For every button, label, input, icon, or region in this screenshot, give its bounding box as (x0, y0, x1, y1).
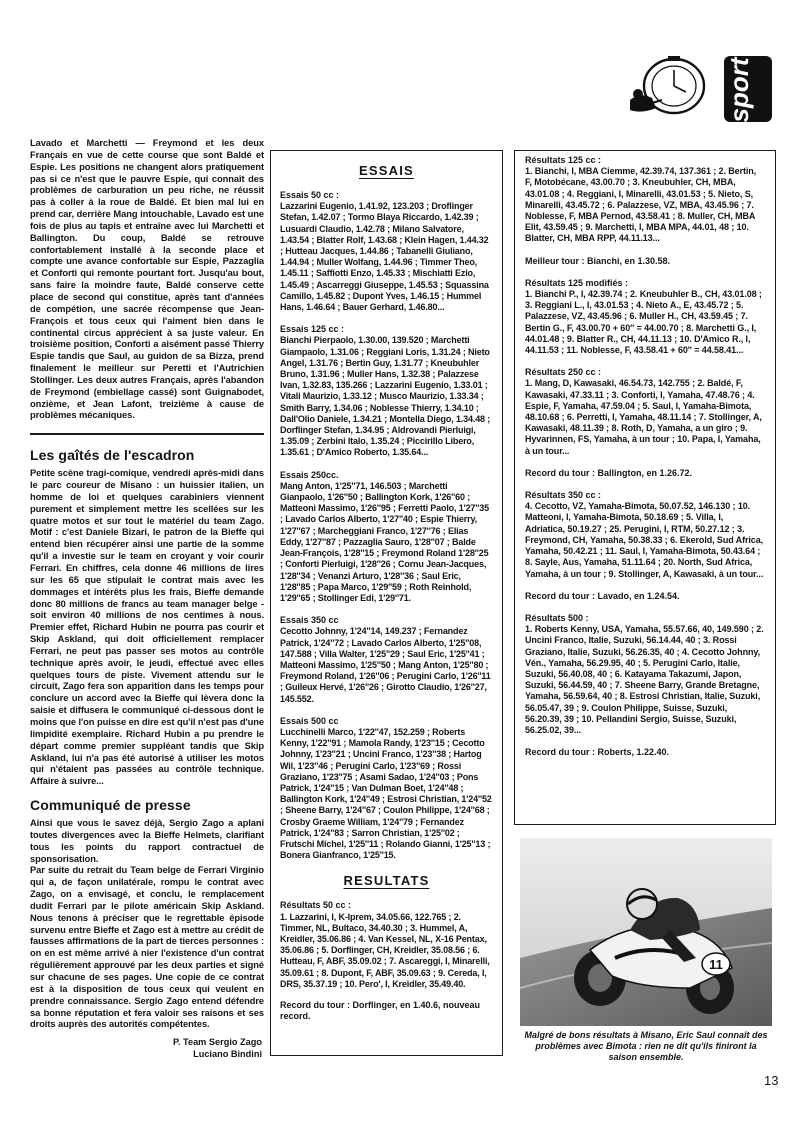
lap-record: Record du tour : Dorflinger, en 1.40.6, nouveau record. (280, 1000, 481, 1022)
lap-record: Record du tour : Roberts, 1.22.40. (525, 747, 670, 758)
section-body: Mang Anton, 1'25''71, 146.503 ; Marchetti Gianpaolo, 1'26''50 ; Ballington Kork, 1'26''60 ; Matteoni Massimo, 1'26''95 ; Ferretti Paolo, 1'27''35 ; Lavado Carlos Alberto, 1'27''40 ; Espie Thierry, 1'27''67 ; Marcheggiani Franco, 1'27''76 ; Elias Eddy, 1'27''87 ; Pazzaglia Sauro, 1'28''07 ; Balde Jean-François, 1'28''15 ; Freymond Roland 1'28''25 ; Conforti Pierluigi, 1'28''26 ; Cornu Jean-Jacques, 1'28''34 ; Venanzi Arturo, 1'28''36 ; Saul Eric, 1'28''85 ; Papa Marco, 1'29''59 ; Roth Reinhold, 1'29''65 ; Stollinger Edi, 1'29''71. (280, 480, 489, 603)
section-body: 1. Roberts Kenny, USA, Yamaha, 55.57.66, 40, 149.590 ; 2. Uncini Franco, Italie, Suzuki, 56.14.44, 40 ; 3. Rossi Graziano, Italie, Suzuki, 56.26.35, 40 ; 4. Cecotto Johnny, Vén., Yamaha, 56.29.95, 40 ; 5. Perugini Carlo, Italie, Suzuki, 56.40.08, 40 ; 6. Katayama Takazumi, Japon, Suzuki, 56.44.59, 40 ; 7. Sheene Barry, Grande Bretagne, Yamaha, 56.59.64, 40 ; 8. Estrosi Christian, Italie, Suzuki, 56.05.47, 39 ; 9. Coulon Philippe, Suisse, Suzuki, 56.20.39, 39 ; 10. Pellandini Sergio, Suisse, Suzuki, 56.25.02, 39... (525, 624, 764, 735)
section-title: Résultats 500 : (525, 612, 589, 623)
signature-team: P. Team Sergio Zago (172, 1037, 262, 1048)
section-title: Résultats 50 cc : (280, 900, 352, 911)
article-communique-body: Par suite du retrait du Team belge de Ferrari Virginio qui a, de façon unilatérale, rompu le contrat avec Zago, on a envisagé, et conclu, le remplacement dudit Ferrari par le pilote américain Skip Askland. Nous tenons à préciser que le regrettable épisode survenu entre Bieffe et Zago est à mettre au crédit de fausses affirmations de la part de tierces personnes : on en est même arrivé à nier l'existence d'un contrat régulièrement approuvé par les deux parties et signé sur chacune de ses pages. Une copie de ce contrat est à la disposition de tous ceux qui veulent en prendre connaissance. Sergio Zago entend défendre sa bonne réputation et fera valoir ses raisons et ses droits auprès des autorités compétentes. (30, 865, 264, 1030)
page-number: 13 (764, 1073, 779, 1088)
section-title: Essais 50 cc : (280, 190, 340, 200)
results-section (525, 490, 765, 580)
race-number: 11 (709, 957, 723, 972)
section-body: 1. Mang, D, Kawasaki, 46.54.73, 142.755 ; 2. Baldé, F, Kawasaki, 47.33.11 ; 3. Conforti, I, Yamaha, 47.48.76 ; 4. Espie, F, Yamaha, 47.59.04 ; 5. Saul, I, Yamaha-Bimota, 48.10.68 ; 6. Perretti, I, Yamaha, 48.11.14 ; 7. Stollinger, A, Kawasaki, 48.11.39 ; 8. Roth, D, Yamaha, a un giro ; 9. Hyvarinnen, FS, Yamaha, à un tour ; 10. Papa, I, Yamaha, à un tour... (525, 378, 762, 456)
essais-box (270, 150, 503, 1056)
section-body: 1. Lazzarini, I, K-Iprem, 34.05.66, 122.765 ; 2. Timmer, NL, Bultaco, 34.40.30 ; 3. Hummel, A, Kreidler, 35.06.86 ; 4. Van Kessel, NL, X-16 Pentax, 35.06.86 ; 5. Dorflinger, CH, Kreidler, 35.08.56 ; 6. Hutteau, F, ABF, 35.09.02 ; 7. Ascareggi, I, Minarelli, 35.09.61 ; 8. Dupont, F, ABF, 35.09.63 ; 9. Cereda, I, DRS, 35.37.19 ; 10. Pero', I, Kreidler, 35.49.40. (280, 911, 490, 989)
race-photo (520, 838, 772, 1026)
essais-section (280, 615, 493, 705)
section-body: 1. Bianchi, I, MBA Ciemme, 42.39.74, 137.361 ; 2. Bertin, F, Motobécane, 43.00.70 ; 3. Kneubuhler, CH, MBA, 43.01.08 ; 4. Reggiani, I, Minarelli, 43.01.53 ; 5. Nieto, S, Minarelli, 43.45.72 ; 6. Palazzese, VZ, MBA, 43.45.96 ; 7. Noblesse, F, MBA Pernod, 43.58.41 ; 8. Muller, CH, MBA Elit, 43.59.45 ; 9. Marchetti, I, MBA MPA, 44.01, 48 ; 10. Blatter, CH, MBA RPP, 44.11.13... (525, 166, 757, 244)
lap-record: Record du tour : Ballington, en 1.26.72. (525, 467, 693, 478)
section-body: Bianchi Pierpaolo, 1.30.00, 139.520 ; Marchetti Giampaolo, 1.31.06 ; Reggiani Loris, 1.31.24 ; Nieto Angel, 1.31.76 ; Bertin Guy, 1.31.77 ; Kneubuhler Bruno, 1.31.96 ; Muller Hans, 1.32.38 ; Palazzese Ivan, 1.32.83, 135.266 ; Lazzarini Eugenio, 1.33.01 ; Vitali Maurizio, 1.33.12 ; Musco Maurizio, 1.33.34 ; Smith Barry, 1.34.06 ; Noblesse Thierry, 1.34.10 ; Dall'Olio Daniele, 1.34.21 ; Montella Diego, 1.34.48 ; Dorflinger Stefan, 1.34.95 ; Aldrovandi Pierluigi, 1.35.09 ; Zerbini Italo, 1.35.24 ; Piccirillo Libero, 1.35.61 ; D'Amico Roberto, 1.35.64... (280, 335, 491, 458)
section-title: Essais 500 cc (280, 715, 339, 726)
lap-record: Meilleur tour : Bianchi, en 1.30.58. (525, 255, 671, 266)
results-section (525, 367, 765, 457)
essais-section (280, 324, 493, 458)
results-section (525, 155, 765, 245)
signature-name: Luciano Bindini (193, 1048, 262, 1059)
photo-caption: Malgré de bons résultats à Misano, Eric Saul connaît des problèmes avec Bimota : rien ne dit qu'ils finiront la saison ensemble. (524, 1030, 768, 1062)
signature (30, 1037, 264, 1060)
heading-communique: Communiqué de presse (30, 797, 191, 814)
essais-title: ESSAIS (359, 163, 414, 178)
section-title: Résultats 350 cc : (525, 490, 602, 501)
results-box (514, 150, 776, 825)
essais-section (280, 470, 493, 604)
section-body: Lazzarini Eugenio, 1.41.92, 123.203 ; Droflinger Stefan, 1.42.07 ; Tormo Blaya Riccardo, 1.42.39 ; Lusuardi Claudio, 1.42.78 ; Milano Salvatore, 1.43.54 ; Blatter Rolf, 1.43.68 ; Klein Hagen, 1.44.32 ; Hutteau Jacques, 1.44.86 ; Tabanelli Giuliano, 1.44.94 ; Muller Wolfang, 1.44.96 ; Timmer Theo, 1.45.11 ; Saffiotti Enzo, 1.45.33 ; Mischiatti Ezio, 1.45.49 ; Ascarreggi Giuseppe, 1.45.53 ; Squassina Camillo, 1.45.82 ; Dupont Yves, 1.46.15 ; Hummel Hans, 1.46.64 ; Bauer Gerhard, 1.46.80... (280, 201, 489, 313)
divider (30, 433, 264, 435)
section-title: Essais 125 cc : (280, 324, 345, 335)
section-body: Cecotto Johnny, 1'24''14, 149.237 ; Fernandez Patrick, 1'24''72 ; Lavado Carlos Alberto, 1'25''08, 147.588 ; Villa Walter, 1'25''29 ; Saul Eric, 1'25''41 ; Matteoni Massimo, 1'25''50 ; Mang Anton, 1'25''80 ; Freymond Roland, 1'26''06 ; Perugini Carlo, 1'26''11 ; Guileux Hervé, 1'26''26 ; Girotto Claudio, 1'26''27, 145.552. (280, 626, 491, 704)
section-title: Résultats 125 cc : (525, 155, 602, 165)
results-section (525, 278, 765, 356)
section-body: 4. Cecotto, VZ, Yamaha-Bimota, 50.07.52, 146.130 ; 10. Matteoni, I, Yamaha-Bimota, 50.18.69 ; 5. Villa, I, Adriatica, 50.19.27 ; 25. Perugini, I, RTM, 50.27.12 ; 3. Freymond, CH, Yamaha, 50.38.33 ; 6. Ekerold, Sud Africa, Yamaha, 50.42.21 ; 11. Saul, I, Yamaha-Bimota, 50.43.64 ; 8. Sayle, Aus, Yamaha, 51.11.64 ; 20. North, Sud Africa, Yamaha, à un tour ; 9. Stollinger, A, Kawasaki, à un tour... (525, 501, 764, 579)
sport-logo (612, 56, 772, 122)
section-title: Résultats 250 cc : (525, 367, 602, 378)
results-section (525, 613, 765, 736)
article-escadron: Petite scène tragi-comique, vendredi après-midi dans le parc coureur de Misano : un huissier italien, un homme de loi et quelques carabiniers viennent purement et simplement mettre les scellées sur les quatre motos et sur tout le matériel du team Zago. Motif : c'est Daniele Bizari, le patron de la Bieffe qui entend bien récupérer ainsi une partie de la somme qu'il a investie sur le team en croyant y voir courir Ferrari. En chiffres, cela donne 46 millions de lires sur les 65 que stipulait le contrat mais avec les dommages et intérêts plus les frais, Bieffe demande donc 80 millions de francs au team manager belge - soit environ 40 millions de nos centimes à nous. Premier effet, Richard Hubin ne pourra pas courir et Skip Askland, qui doit officiellement remplacer Ferrari, ne peut pas passer ses motos au contrôle technique après avoir, le jeudi, effectué avec elles quelques tours de piste. Vivement attendu sur le circuit, Zago fera son apparition dans les temps pour conclure un accord avec la Bieffe qui lèvera donc la saisie et diffusera le communiqué ci-dessous dont le moins que l'on puisse en dire est qu'il n'est pas d'une limpidité exemplaire. Richard Hubin a pu prendre le départ comme premier suppléant tandis que Skip Askland, lui n'a pas été autorisé à utiliser les motos qui n'étaient pas passées au contrôle technique. Affaire à suivre... (30, 468, 264, 787)
section-title: Résultats 125 modifiés : (525, 277, 629, 288)
section-body: Lucchinelli Marco, 1'22''47, 152.259 ; Roberts Kenny, 1'22''91 ; Mamola Randy, 1'23''15 ; Cecotto Johnny, 1'23''21 ; Uncini Franco, 1'23''38 ; Hartog Wil, 1'23''46 ; Perugini Carlo, 1'23''69 ; Rossi Graziano, 1'23''75 ; Asami Sadao, 1'24''03 ; Pons Patrick, 1'24''15 ; Van Dulman Boet, 1'24''48 ; Ballington Kork, 1'24''49 ; Estrosi Christian, 1'24''52 ; Sheene Barry, 1'24''67 ; Coulon Philippe, 1'24''68 ; Crosby Graeme William, 1'24''79 ; Fernandez Patrick, 1'24''83 ; Sarron Christian, 1'25''02 ; Frutschi Michel, 1'25''11 ; Rolando Gianni, 1'25''13 ; Bonera Gianfranco, 1'25''15. (280, 726, 492, 861)
lap-record: Record du tour : Lavado, en 1.24.54. (525, 590, 680, 601)
section-body: 1. Bianchi P., I, 42.39.74 ; 2. Kneubuhler B., CH, 43.01.08 ; 3. Reggiani L., I, 43.01.53 ; 4. Nieto A., E, 43.45.72 ; 5. Palazzese, VZ, 43.45.96 ; 6. Muller H., CH, 43.59.45 ; 7. Bertin G., F, 43.00.70 + 60'' = 44.00.70 ; 8. Marchetti G., I, 44.01.48 ; 9. Blatter R., CH, 44.11.13 ; 10. D'Amico R., I, 44.11.53 ; 11. Noblesse, F, 43.58.41 + 60'' = 44.58.41... (525, 289, 762, 356)
section-title: Essais 350 cc (280, 615, 339, 626)
essais-section (280, 190, 493, 313)
essais-section (280, 716, 493, 862)
results-50-section (280, 900, 493, 1022)
resultats-title: RESULTATS (343, 873, 430, 889)
intro-paragraph: Lavado et Marchetti — Freymond et les deux Français en vue de cette course que sont Baldé et Espie. Les positions ne changent alors pratiquement pas si ce n'est que le pauvre Espie, qui connaît des problèmes de carburation un peu riche, ne réussit pas à coller à la roue de Baldé. Et bien mal lui en prend car, derrière Mang intouchable, Lavado est une fois de plus au tapis et entraîne avec lui Marchetti et Ballington. Du coup, Baldé se retrouve confortablement installé à la seconde place et compte une avance confortable sur Espie, Pazzaglia et Conforti qui remonte pourtant fort. Jusqu'au bout, sans faire la moindre faute, Baldé conserve cette place de second qui constitue, après tant d'années de compétion, une sacrée récompense que Jean-François et tous ceux qui l'aiment bien dans le continental circus apprécient à sa juste valeur. En troisième position, Conforti a aisément passé Thierry Espie tandis que Saul, au guidon de sa Bizza, prend finalement le meilleur sur Peretti et l'Autrichien Stollinger. Les deux autres Français, après l'abandon de Freymond (embiellage cassé) sont Guignabodet, onzième, et Jean Lafont, treizième à cause de problèmes mécaniques. (30, 138, 264, 421)
logo-text: sport (724, 57, 754, 122)
left-column (30, 138, 264, 1060)
article-communique-intro: Ainsi que vous le savez déjà, Sergio Zago a aplani toutes divergences avec la Bieffe Helmets, clarifiant tous les points du rapport contractuel de sponsorisation. (30, 818, 264, 864)
heading-escadron: Les gaîtés de l'escadron (30, 447, 195, 464)
section-title: Essais 250cc. (280, 469, 339, 480)
